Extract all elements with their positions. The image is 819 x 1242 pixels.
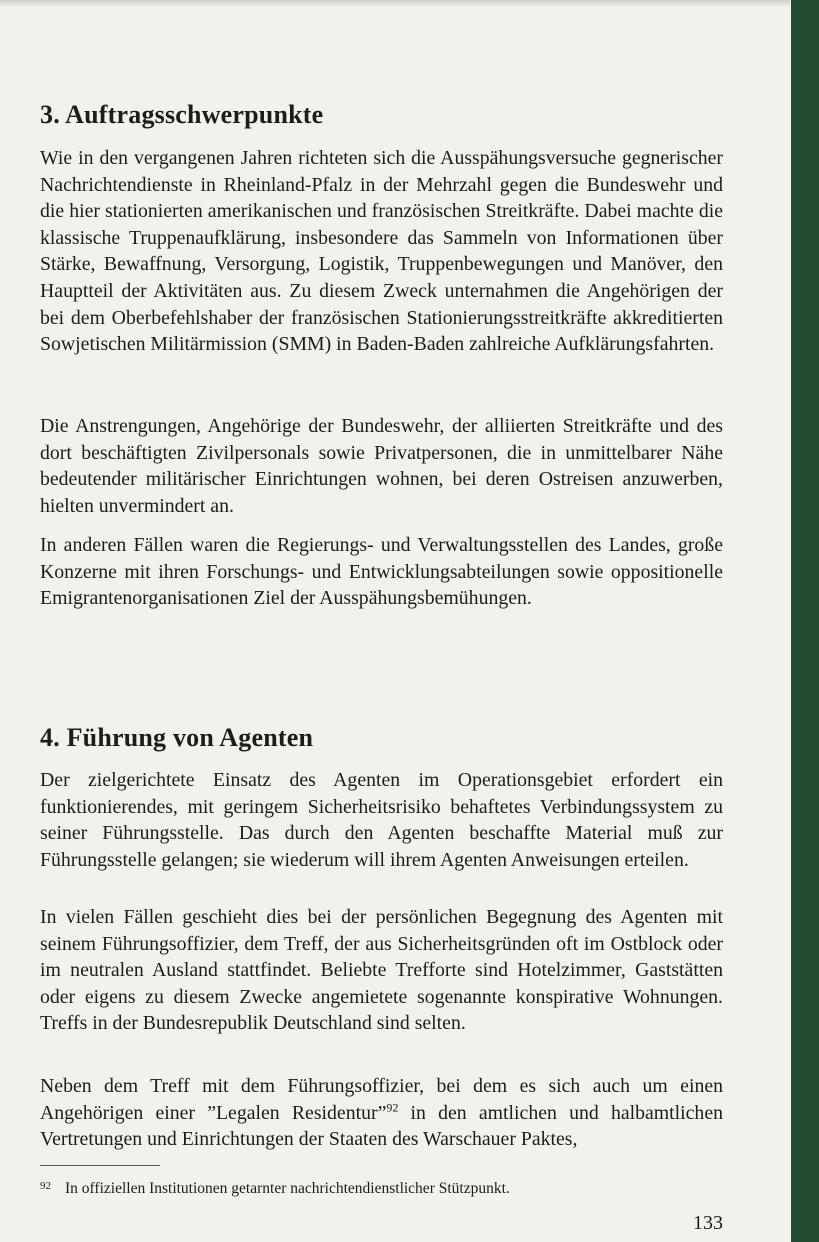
section-heading-auftragsschwerpunkte: 3. Auftragsschwerpunkte xyxy=(40,100,324,129)
paragraph: Die Anstrengungen, Angehörige der Bundeswehr, der alliierten Streitkräfte und des dort beschäftigten Zivilpersonals sowie Privatpersonen, die in unmittelbarer Nähe bedeutender militärischer Einrichtungen wohnen, bei deren Ostreisen anzuwerben, hielten unvermindert an. xyxy=(40,415,723,517)
paragraph xyxy=(40,1073,723,1153)
page-number: 133 xyxy=(693,1212,723,1234)
paragraph: Wie in den vergangenen Jahren richteten sich die Ausspähungsversuche gegnerischer Nachrichtendienste in Rheinland-Pfalz in der Mehrzahl gegen die Bundeswehr und die hier stationierten amerikanischen und französischen Streitkräfte. Dabei machte die klassische Truppenaufklärung, insbesondere das Sammeln von Informationen über Stärke, Bewaffnung, Versorgung, Logistik, Truppenbewegungen und Manöver, den Hauptteil der Aktivitäten aus. Zu diesem Zweck unternahmen die Angehörigen der bei dem Oberbefehlshaber der französischen Stationierungsstreitkräfte akkreditierten Sowjetischen Militärmission (SMM) in Baden-Baden zahlreiche Aufklärungsfahrten. xyxy=(40,147,723,356)
footnote-reference[interactable]: 92 xyxy=(386,1100,399,1114)
footnote xyxy=(40,1180,723,1198)
footnote-divider xyxy=(40,1165,160,1166)
document-page xyxy=(40,0,723,1242)
footnote-text: In offiziellen Institutionen getarnter nachrichtendienstlicher Stützpunkt. xyxy=(65,1180,510,1197)
section-heading-fuehrung-von-agenten: 4. Führung von Agenten xyxy=(40,723,314,752)
footnote-number: 92 xyxy=(40,1180,51,1192)
paragraph: In vielen Fällen geschieht dies bei der persönlichen Begegnung des Agenten mit seinem Führungsoffizier, dem Treff, der aus Sicherheitsgründen oft im Ostblock oder im neutralen Ausland stattfindet. Beliebte Trefforte sind Hotelzimmer, Gaststätten oder eigens zu diesem Zwecke angemietete sogenannte konspirative Wohnungen. Treffs in der Bundesrepublik Deutschland sind selten. xyxy=(40,906,723,1035)
paragraph: Der zielgerichtete Einsatz des Agenten im Operationsgebiet erfordert ein funktionierendes, mit geringem Sicherheitsrisiko behaftetes Verbindungssystem zu seiner Führungsstelle. Das durch den Agenten beschaffte Material muß zur Führungsstelle gelangen; sie wiederum will ihrem Agenten Anweisungen erteilen. xyxy=(40,769,723,871)
paragraph: In anderen Fällen waren die Regierungs- und Verwaltungsstellen des Landes, große Konzerne mit ihren Forschungs- und Entwicklungsabteilungen sowie oppositionelle Emigrantenorganisationen Ziel der Ausspähungsbemühungen. xyxy=(40,534,723,610)
book-spine-edge xyxy=(791,0,819,1242)
paragraph-text: in den amtlichen und halbamtlichen Vertretungen und Einrichtungen der Staaten des Warschauer Paktes, xyxy=(40,1101,723,1151)
paragraph-text: Neben dem Treff mit dem Führungsoffizier, bei dem es sich auch um einen Angehörigen einer ”Legalen Residentur” xyxy=(40,1075,723,1124)
